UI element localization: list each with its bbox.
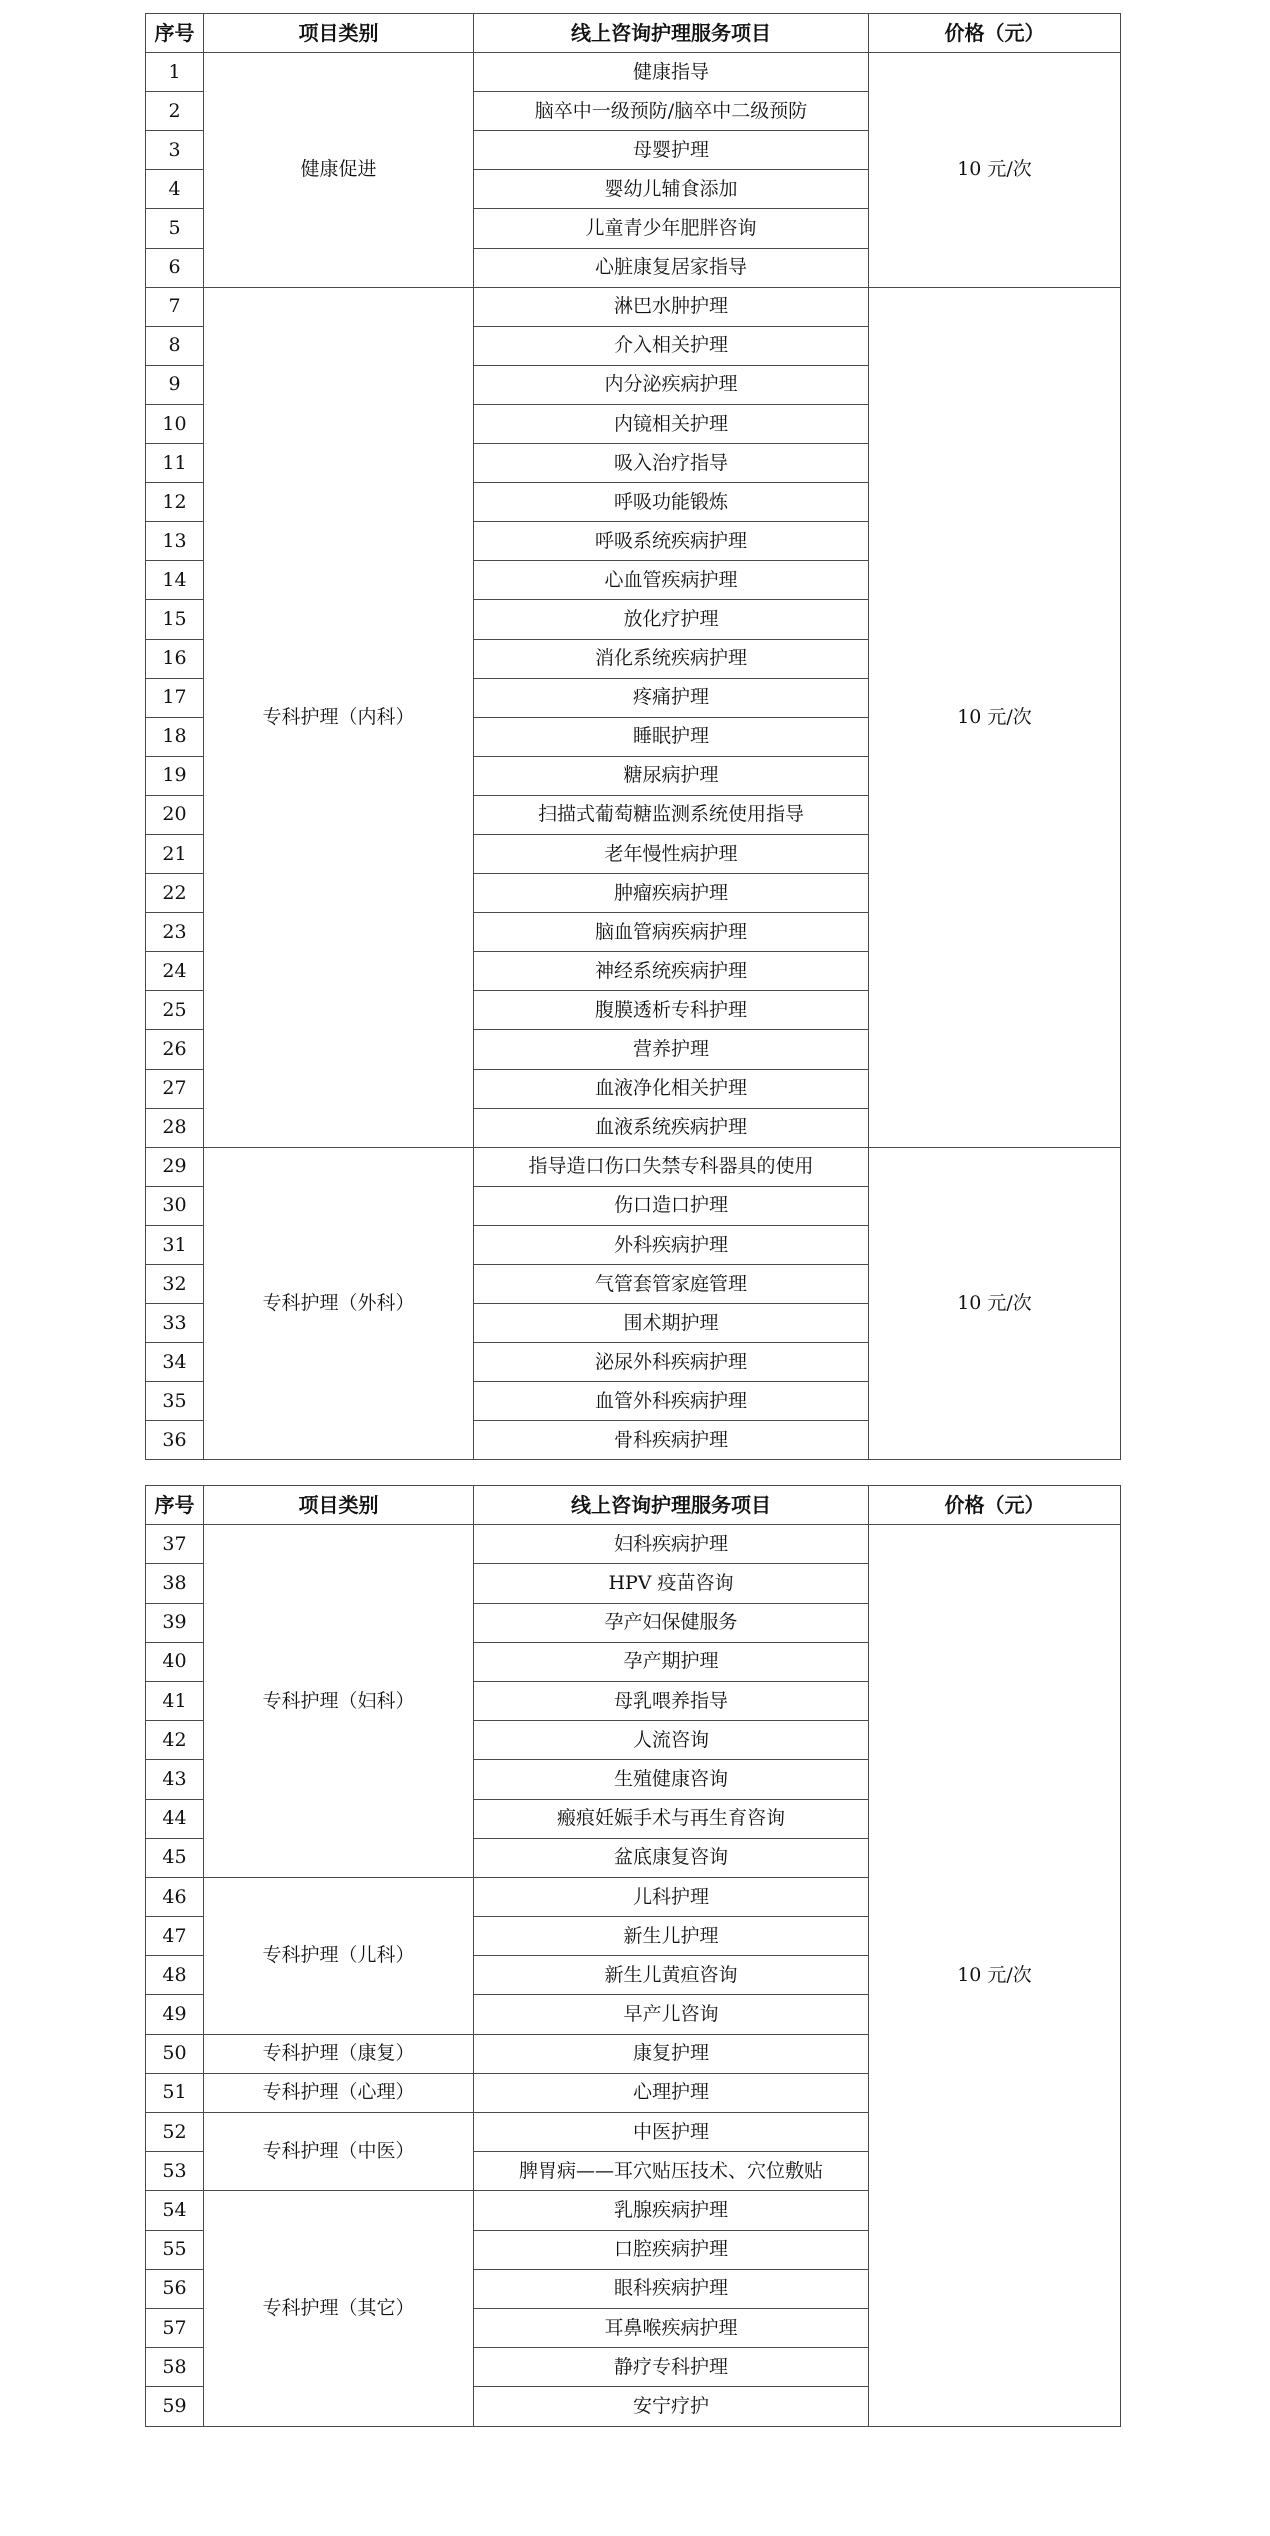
row-number: 30 bbox=[146, 1186, 204, 1225]
row-number: 50 bbox=[146, 2034, 204, 2073]
service-cell: 安宁疗护 bbox=[474, 2387, 869, 2426]
row-number: 13 bbox=[146, 522, 204, 561]
row-number: 2 bbox=[146, 92, 204, 131]
row-number: 48 bbox=[146, 1956, 204, 1995]
service-cell: 中医护理 bbox=[474, 2113, 869, 2152]
service-cell: 指导造口伤口失禁专科器具的使用 bbox=[474, 1147, 869, 1186]
row-number: 53 bbox=[146, 2152, 204, 2191]
service-cell: 盆底康复咨询 bbox=[474, 1838, 869, 1877]
service-cell: 新生儿护理 bbox=[474, 1917, 869, 1956]
service-cell: 神经系统疾病护理 bbox=[474, 952, 869, 991]
category-cell: 专科护理（康复） bbox=[204, 2034, 474, 2073]
service-cell: 孕产妇保健服务 bbox=[474, 1603, 869, 1642]
service-cell: 围术期护理 bbox=[474, 1304, 869, 1343]
service-cell: 康复护理 bbox=[474, 2034, 869, 2073]
row-number: 37 bbox=[146, 1525, 204, 1564]
table-row bbox=[146, 1525, 1121, 1564]
header-price: 价格（元） bbox=[869, 14, 1121, 53]
service-cell: 消化系统疾病护理 bbox=[474, 639, 869, 678]
table-row bbox=[146, 53, 1121, 92]
service-cell: 生殖健康咨询 bbox=[474, 1760, 869, 1799]
service-cell: 心理护理 bbox=[474, 2073, 869, 2112]
row-number: 9 bbox=[146, 365, 204, 404]
row-number: 35 bbox=[146, 1382, 204, 1421]
service-cell: 血管外科疾病护理 bbox=[474, 1382, 869, 1421]
service-table-1 bbox=[145, 13, 1121, 1460]
service-cell: 呼吸功能锻炼 bbox=[474, 483, 869, 522]
service-cell: 早产儿咨询 bbox=[474, 1995, 869, 2034]
row-number: 57 bbox=[146, 2308, 204, 2347]
row-number: 44 bbox=[146, 1799, 204, 1838]
service-cell: 呼吸系统疾病护理 bbox=[474, 522, 869, 561]
row-number: 10 bbox=[146, 404, 204, 443]
service-cell: HPV 疫苗咨询 bbox=[474, 1564, 869, 1603]
service-cell: 血液系统疾病护理 bbox=[474, 1108, 869, 1147]
service-cell: 吸入治疗指导 bbox=[474, 444, 869, 483]
service-cell: 介入相关护理 bbox=[474, 326, 869, 365]
row-number: 34 bbox=[146, 1343, 204, 1382]
service-cell: 耳鼻喉疾病护理 bbox=[474, 2308, 869, 2347]
row-number: 33 bbox=[146, 1304, 204, 1343]
row-number: 26 bbox=[146, 1030, 204, 1069]
row-number: 23 bbox=[146, 913, 204, 952]
price-cell: 10 元/次 bbox=[869, 1147, 1121, 1460]
price-cell: 10 元/次 bbox=[869, 53, 1121, 288]
row-number: 38 bbox=[146, 1564, 204, 1603]
header-category: 项目类别 bbox=[204, 1486, 474, 1525]
row-number: 58 bbox=[146, 2348, 204, 2387]
service-cell: 婴幼儿辅食添加 bbox=[474, 170, 869, 209]
service-cell: 血液净化相关护理 bbox=[474, 1069, 869, 1108]
row-number: 1 bbox=[146, 53, 204, 92]
service-cell: 母婴护理 bbox=[474, 131, 869, 170]
service-cell: 伤口造口护理 bbox=[474, 1186, 869, 1225]
row-number: 16 bbox=[146, 639, 204, 678]
row-number: 3 bbox=[146, 131, 204, 170]
row-number: 45 bbox=[146, 1838, 204, 1877]
service-cell: 眼科疾病护理 bbox=[474, 2269, 869, 2308]
header-service: 线上咨询护理服务项目 bbox=[474, 1486, 869, 1525]
row-number: 28 bbox=[146, 1108, 204, 1147]
table-header-row bbox=[146, 1486, 1121, 1525]
row-number: 22 bbox=[146, 874, 204, 913]
row-number: 42 bbox=[146, 1721, 204, 1760]
category-cell: 专科护理（妇科） bbox=[204, 1525, 474, 1878]
service-cell: 母乳喂养指导 bbox=[474, 1681, 869, 1720]
row-number: 55 bbox=[146, 2230, 204, 2269]
service-cell: 糖尿病护理 bbox=[474, 756, 869, 795]
service-cell: 静疗专科护理 bbox=[474, 2348, 869, 2387]
row-number: 24 bbox=[146, 952, 204, 991]
category-cell: 专科护理（内科） bbox=[204, 287, 474, 1147]
service-cell: 健康指导 bbox=[474, 53, 869, 92]
category-cell: 专科护理（外科） bbox=[204, 1147, 474, 1460]
header-price: 价格（元） bbox=[869, 1486, 1121, 1525]
service-cell: 内分泌疾病护理 bbox=[474, 365, 869, 404]
header-category: 项目类别 bbox=[204, 14, 474, 53]
category-cell: 健康促进 bbox=[204, 53, 474, 288]
service-cell: 睡眠护理 bbox=[474, 717, 869, 756]
service-cell: 人流咨询 bbox=[474, 1721, 869, 1760]
row-number: 36 bbox=[146, 1421, 204, 1460]
row-number: 43 bbox=[146, 1760, 204, 1799]
service-cell: 肿瘤疾病护理 bbox=[474, 874, 869, 913]
service-cell: 心脏康复居家指导 bbox=[474, 248, 869, 287]
row-number: 6 bbox=[146, 248, 204, 287]
row-number: 27 bbox=[146, 1069, 204, 1108]
row-number: 54 bbox=[146, 2191, 204, 2230]
header-no: 序号 bbox=[146, 1486, 204, 1525]
category-cell: 专科护理（其它） bbox=[204, 2191, 474, 2426]
row-number: 41 bbox=[146, 1681, 204, 1720]
service-cell: 泌尿外科疾病护理 bbox=[474, 1343, 869, 1382]
service-cell: 儿科护理 bbox=[474, 1877, 869, 1916]
table-header-row bbox=[146, 14, 1121, 53]
row-number: 4 bbox=[146, 170, 204, 209]
header-service: 线上咨询护理服务项目 bbox=[474, 14, 869, 53]
service-cell: 妇科疾病护理 bbox=[474, 1525, 869, 1564]
category-cell: 专科护理（儿科） bbox=[204, 1877, 474, 2034]
service-cell: 口腔疾病护理 bbox=[474, 2230, 869, 2269]
service-cell: 外科疾病护理 bbox=[474, 1225, 869, 1264]
service-cell: 乳腺疾病护理 bbox=[474, 2191, 869, 2230]
row-number: 46 bbox=[146, 1877, 204, 1916]
row-number: 8 bbox=[146, 326, 204, 365]
row-number: 19 bbox=[146, 756, 204, 795]
table-row bbox=[146, 1147, 1121, 1186]
header-no: 序号 bbox=[146, 14, 204, 53]
service-cell: 腹膜透析专科护理 bbox=[474, 991, 869, 1030]
row-number: 40 bbox=[146, 1642, 204, 1681]
service-cell: 放化疗护理 bbox=[474, 600, 869, 639]
row-number: 49 bbox=[146, 1995, 204, 2034]
price-cell: 10 元/次 bbox=[869, 287, 1121, 1147]
service-cell: 老年慢性病护理 bbox=[474, 834, 869, 873]
price-cell: 10 元/次 bbox=[869, 1525, 1121, 2426]
row-number: 20 bbox=[146, 795, 204, 834]
service-cell: 儿童青少年肥胖咨询 bbox=[474, 209, 869, 248]
service-cell: 脑卒中一级预防/脑卒中二级预防 bbox=[474, 92, 869, 131]
row-number: 21 bbox=[146, 834, 204, 873]
service-table-2 bbox=[145, 1485, 1121, 2427]
table-row bbox=[146, 287, 1121, 326]
row-number: 14 bbox=[146, 561, 204, 600]
row-number: 25 bbox=[146, 991, 204, 1030]
service-cell: 孕产期护理 bbox=[474, 1642, 869, 1681]
service-cell: 脑血管病疾病护理 bbox=[474, 913, 869, 952]
row-number: 12 bbox=[146, 483, 204, 522]
service-cell: 扫描式葡萄糖监测系统使用指导 bbox=[474, 795, 869, 834]
row-number: 11 bbox=[146, 444, 204, 483]
service-cell: 气管套管家庭管理 bbox=[474, 1265, 869, 1304]
category-cell: 专科护理（心理） bbox=[204, 2073, 474, 2112]
service-cell: 心血管疾病护理 bbox=[474, 561, 869, 600]
row-number: 31 bbox=[146, 1225, 204, 1264]
row-number: 47 bbox=[146, 1917, 204, 1956]
row-number: 39 bbox=[146, 1603, 204, 1642]
row-number: 29 bbox=[146, 1147, 204, 1186]
service-cell: 疼痛护理 bbox=[474, 678, 869, 717]
service-cell: 脾胃病——耳穴贴压技术、穴位敷贴 bbox=[474, 2152, 869, 2191]
row-number: 15 bbox=[146, 600, 204, 639]
service-cell: 淋巴水肿护理 bbox=[474, 287, 869, 326]
row-number: 56 bbox=[146, 2269, 204, 2308]
service-cell: 新生儿黄疸咨询 bbox=[474, 1956, 869, 1995]
row-number: 18 bbox=[146, 717, 204, 756]
service-cell: 瘢痕妊娠手术与再生育咨询 bbox=[474, 1799, 869, 1838]
row-number: 17 bbox=[146, 678, 204, 717]
row-number: 32 bbox=[146, 1265, 204, 1304]
service-cell: 内镜相关护理 bbox=[474, 404, 869, 443]
service-cell: 营养护理 bbox=[474, 1030, 869, 1069]
category-cell: 专科护理（中医） bbox=[204, 2113, 474, 2191]
row-number: 5 bbox=[146, 209, 204, 248]
row-number: 7 bbox=[146, 287, 204, 326]
service-cell: 骨科疾病护理 bbox=[474, 1421, 869, 1460]
row-number: 59 bbox=[146, 2387, 204, 2426]
row-number: 51 bbox=[146, 2073, 204, 2112]
row-number: 52 bbox=[146, 2113, 204, 2152]
